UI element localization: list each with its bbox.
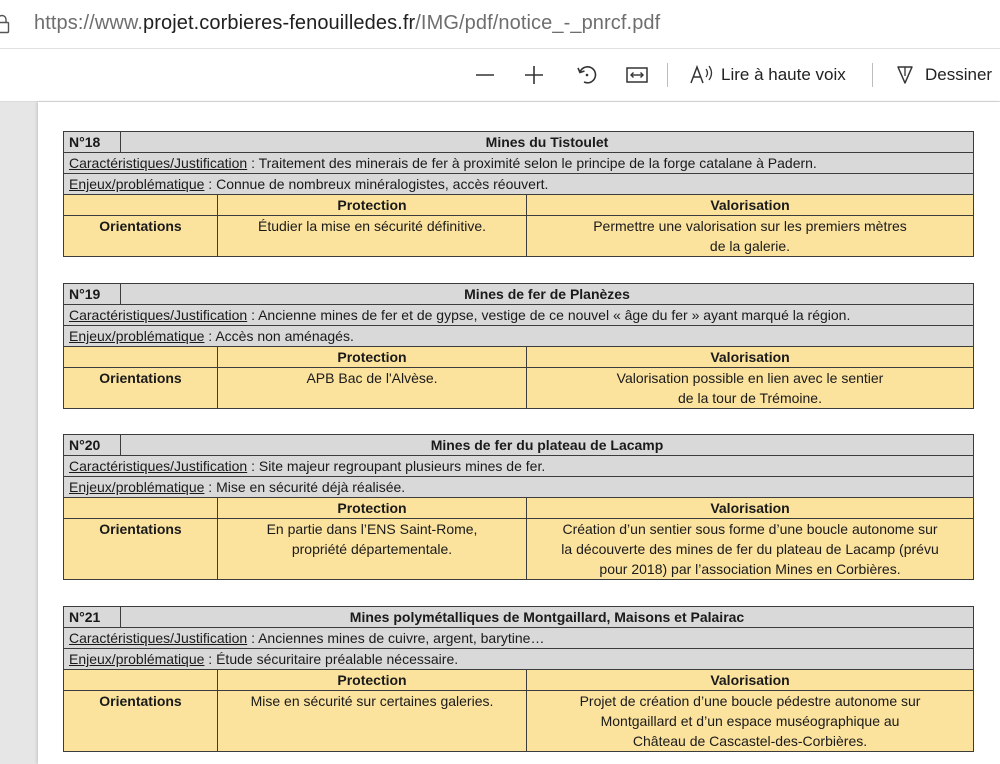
protection-line: Étudier la mise en sécurité définitive. (258, 218, 486, 234)
url-text[interactable] (34, 12, 660, 35)
zoom-out-button[interactable] (472, 59, 498, 91)
issues-text: : Mise en sécurité déjà réalisée. (204, 479, 406, 495)
draw-label: Dessiner (925, 65, 993, 84)
characteristics-label: Caractéristiques/Justification (69, 307, 248, 323)
protection-line: propriété départementale. (291, 541, 453, 557)
lock-icon[interactable] (0, 14, 10, 34)
protection-cell (218, 519, 527, 580)
url-host: projet.corbieres-fenouilledes.fr (143, 12, 416, 34)
protection-cell (218, 691, 527, 752)
header-blank-cell (64, 195, 218, 216)
fit-width-button[interactable] (624, 59, 650, 91)
orientations-label: Orientations (64, 691, 218, 752)
characteristics-label: Caractéristiques/Justification (69, 458, 248, 474)
read-aloud-icon (689, 64, 715, 86)
rotate-button[interactable] (574, 59, 600, 91)
site-table (63, 606, 974, 752)
issues-label: Enjeux/problématique (69, 176, 205, 192)
pdf-toolbar (0, 49, 1000, 102)
site-table (63, 283, 974, 409)
issues-text: : Étude sécuritaire préalable nécessaire. (204, 651, 459, 667)
valorisation-line: Permettre une valorisation sur les premiers mètres (593, 218, 907, 234)
rotate-icon (576, 64, 598, 86)
issues-text: : Accès non aménagés. (204, 328, 354, 344)
valorisation-header: Valorisation (527, 670, 974, 691)
url-prefix: https://www. (34, 12, 144, 34)
characteristics-row (64, 456, 974, 477)
characteristics-text: : Ancienne mines de fer et de gypse, vestige de ce nouvel « âge du fer » ayant marqué la région. (247, 307, 851, 323)
issues-row (64, 649, 974, 670)
orientations-label: Orientations (64, 368, 218, 409)
issues-row (64, 174, 974, 195)
protection-header: Protection (218, 347, 527, 368)
read-aloud-button[interactable] (689, 59, 853, 91)
site-title: Mines de fer de Planèzes (121, 284, 974, 305)
header-blank-cell (64, 670, 218, 691)
protection-cell (218, 216, 527, 257)
issues-label: Enjeux/problématique (69, 651, 205, 667)
valorisation-header: Valorisation (527, 195, 974, 216)
valorisation-line: Château de Cascastel-des-Corbières. (632, 733, 868, 749)
site-table (63, 434, 974, 580)
issues-text: : Connue de nombreux minéralogistes, accès réouvert. (204, 176, 549, 192)
protection-line: Mise en sécurité sur certaines galeries. (250, 693, 494, 709)
characteristics-label: Caractéristiques/Justification (69, 630, 248, 646)
valorisation-cell (527, 368, 974, 409)
characteristics-row (64, 153, 974, 174)
address-bar[interactable] (0, 0, 1000, 49)
fit-width-icon (626, 66, 648, 84)
site-number: N°19 (64, 284, 121, 305)
site-number: N°21 (64, 607, 121, 628)
draw-button[interactable] (895, 59, 1000, 91)
issues-label: Enjeux/problématique (69, 479, 205, 495)
site-title: Mines de fer du plateau de Lacamp (121, 435, 974, 456)
pdf-page (38, 102, 1000, 764)
site-number: N°18 (64, 132, 121, 153)
toolbar-separator (872, 63, 873, 87)
site-table (63, 131, 974, 257)
characteristics-label: Caractéristiques/Justification (69, 155, 248, 171)
protection-cell (218, 368, 527, 409)
valorisation-line: Valorisation possible en lien avec le sentier (616, 370, 884, 386)
valorisation-cell (527, 216, 974, 257)
characteristics-text: : Traitement des minerais de fer à proximité selon le principe de la forge catalane à Padern. (247, 155, 817, 171)
header-blank-cell (64, 498, 218, 519)
valorisation-header: Valorisation (527, 498, 974, 519)
valorisation-line: de la tour de Trémoine. (678, 390, 822, 406)
site-title: Mines du Tistoulet (121, 132, 974, 153)
valorisation-line: Création d’un sentier sous forme d’une boucle autonome sur (562, 521, 938, 537)
issues-row (64, 477, 974, 498)
url-path: /IMG/pdf/notice_-_pnrcf.pdf (415, 12, 661, 34)
issues-label: Enjeux/problématique (69, 328, 205, 344)
toolbar-separator (667, 63, 668, 87)
valorisation-line: de la galerie. (709, 238, 791, 254)
site-title: Mines polymétalliques de Montgaillard, Maisons et Palairac (121, 607, 974, 628)
orientations-label: Orientations (64, 519, 218, 580)
protection-line: APB Bac de l'Alvèse. (306, 370, 438, 386)
valorisation-header: Valorisation (527, 347, 974, 368)
characteristics-row (64, 305, 974, 326)
protection-header: Protection (218, 670, 527, 691)
valorisation-cell (527, 691, 974, 752)
valorisation-line: Projet de création d’une boucle pédestre autonome sur (579, 693, 921, 709)
issues-row (64, 326, 974, 347)
protection-header: Protection (218, 195, 527, 216)
valorisation-line: pour 2018) par l’association Mines en Corbières. (599, 561, 901, 577)
read-aloud-label: Lire à haute voix (721, 65, 846, 84)
orientations-label: Orientations (64, 216, 218, 257)
minus-icon (475, 65, 495, 85)
characteristics-row (64, 628, 974, 649)
plus-icon (524, 65, 544, 85)
site-number: N°20 (64, 435, 121, 456)
zoom-in-button[interactable] (521, 59, 547, 91)
protection-line: En partie dans l’ENS Saint-Rome, (266, 521, 478, 537)
valorisation-cell (527, 519, 974, 580)
valorisation-line: Montgaillard et d’un espace muséographique au (600, 713, 900, 729)
characteristics-text: : Site majeur regroupant plusieurs mines de fer. (247, 458, 546, 474)
pen-icon (895, 64, 915, 86)
pdf-viewer[interactable] (0, 102, 1000, 764)
valorisation-line: la découverte des mines de fer du plateau de Lacamp (prévu (561, 541, 939, 557)
characteristics-text: : Anciennes mines de cuivre, argent, barytine… (247, 630, 545, 646)
header-blank-cell (64, 347, 218, 368)
protection-header: Protection (218, 498, 527, 519)
